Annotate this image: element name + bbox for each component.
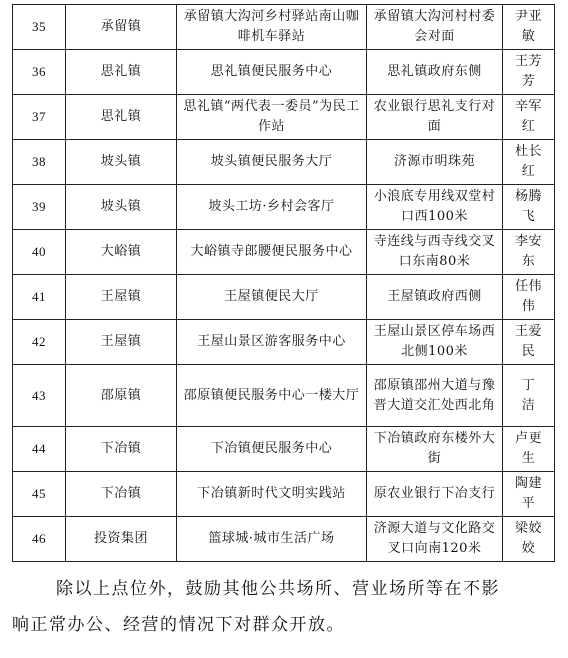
address-cell: 小浪底专用线双堂村口西100米: [367, 185, 503, 230]
town-cell: 投资集团: [66, 517, 177, 562]
note-line-2: 响正常办公、经营的情况下对群众开放。: [12, 615, 345, 635]
address-cell: 农业银行思礼支行对面: [367, 95, 503, 140]
row-number: 46: [13, 517, 66, 562]
address-cell: 承留镇大沟河村村委会对面: [367, 5, 503, 50]
contact-person-cell: 尹亚敏: [503, 5, 555, 50]
row-number: 37: [13, 95, 66, 140]
town-cell: 承留镇: [66, 5, 177, 50]
row-number: 38: [13, 140, 66, 185]
town-cell: 坡头镇: [66, 140, 177, 185]
row-number: 41: [13, 275, 66, 320]
town-cell: 下冶镇: [66, 472, 177, 517]
town-cell: 王屋镇: [66, 320, 177, 365]
contact-person-cell: 陶建平: [503, 472, 555, 517]
site-name-cell: 承留镇大沟河乡村驿站南山咖啡机车驿站: [177, 5, 367, 50]
site-name-cell: 坡头工坊·乡村会客厅: [177, 185, 367, 230]
row-number: 35: [13, 5, 66, 50]
closing-note: [12, 577, 552, 637]
address-cell: 王屋镇政府西侧: [367, 275, 503, 320]
table-row: [13, 472, 555, 517]
address-cell: 王屋山景区停车场西北侧100米: [367, 320, 503, 365]
town-cell: 坡头镇: [66, 185, 177, 230]
address-cell: 思礼镇政府东侧: [367, 50, 503, 95]
table-row: [13, 275, 555, 320]
site-name-cell: 下冶镇便民服务中心: [177, 427, 367, 472]
address-cell: 寺连线与西寺线交叉口东南80米: [367, 230, 503, 275]
address-cell: 济源大道与文化路交叉口向南120米: [367, 517, 503, 562]
town-cell: 大峪镇: [66, 230, 177, 275]
site-name-cell: 篮球城·城市生活广场: [177, 517, 367, 562]
table-row: [13, 427, 555, 472]
address-cell: 邵原镇邵州大道与豫晋大道交汇处西北角: [367, 365, 503, 427]
site-name-cell: 王屋山景区游客服务中心: [177, 320, 367, 365]
table-row: [13, 95, 555, 140]
sites-table: [12, 4, 555, 562]
address-cell: 原农业银行下冶支行: [367, 472, 503, 517]
table-row: [13, 230, 555, 275]
contact-person-cell: 梁姣姣: [503, 517, 555, 562]
table-row: [13, 517, 555, 562]
contact-person-cell: 杜长红: [503, 140, 555, 185]
site-name-cell: 思礼镇便民服务中心: [177, 50, 367, 95]
table-body: [13, 5, 555, 562]
town-cell: 思礼镇: [66, 50, 177, 95]
row-number: 36: [13, 50, 66, 95]
town-cell: 邵原镇: [66, 365, 177, 427]
row-number: 43: [13, 365, 66, 427]
table-row: [13, 140, 555, 185]
contact-person-cell: 王爱民: [503, 320, 555, 365]
site-name-cell: 邵原镇便民服务中心一楼大厅: [177, 365, 367, 427]
town-cell: 思礼镇: [66, 95, 177, 140]
table-row: [13, 185, 555, 230]
contact-person-cell: 辛军红: [503, 95, 555, 140]
row-number: 44: [13, 427, 66, 472]
contact-person-cell: 卢更生: [503, 427, 555, 472]
contact-person-cell: 李安东: [503, 230, 555, 275]
table-row: [13, 5, 555, 50]
site-name-cell: 思礼镇“两代表一委员”为民工作站: [177, 95, 367, 140]
site-name-cell: 王屋镇便民大厅: [177, 275, 367, 320]
note-line-1: 除以上点位外，鼓励其他公共场所、营业场所等在不影: [56, 579, 500, 599]
contact-person-cell: 杨腾飞: [503, 185, 555, 230]
row-number: 39: [13, 185, 66, 230]
site-name-cell: 大峪镇寺郎腰便民服务中心: [177, 230, 367, 275]
row-number: 40: [13, 230, 66, 275]
address-cell: 下冶镇政府东楼外大街: [367, 427, 503, 472]
town-cell: 王屋镇: [66, 275, 177, 320]
table-row: [13, 320, 555, 365]
site-name-cell: 下冶镇新时代文明实践站: [177, 472, 367, 517]
table-row: [13, 50, 555, 95]
contact-person-cell: 任伟伟: [503, 275, 555, 320]
table-row: [13, 365, 555, 427]
address-cell: 济源市明珠苑: [367, 140, 503, 185]
site-name-cell: 坡头镇便民服务大厅: [177, 140, 367, 185]
row-number: 45: [13, 472, 66, 517]
row-number: 42: [13, 320, 66, 365]
contact-person-cell: 王芳芳: [503, 50, 555, 95]
contact-person-cell: 丁 洁: [503, 365, 555, 427]
town-cell: 下冶镇: [66, 427, 177, 472]
